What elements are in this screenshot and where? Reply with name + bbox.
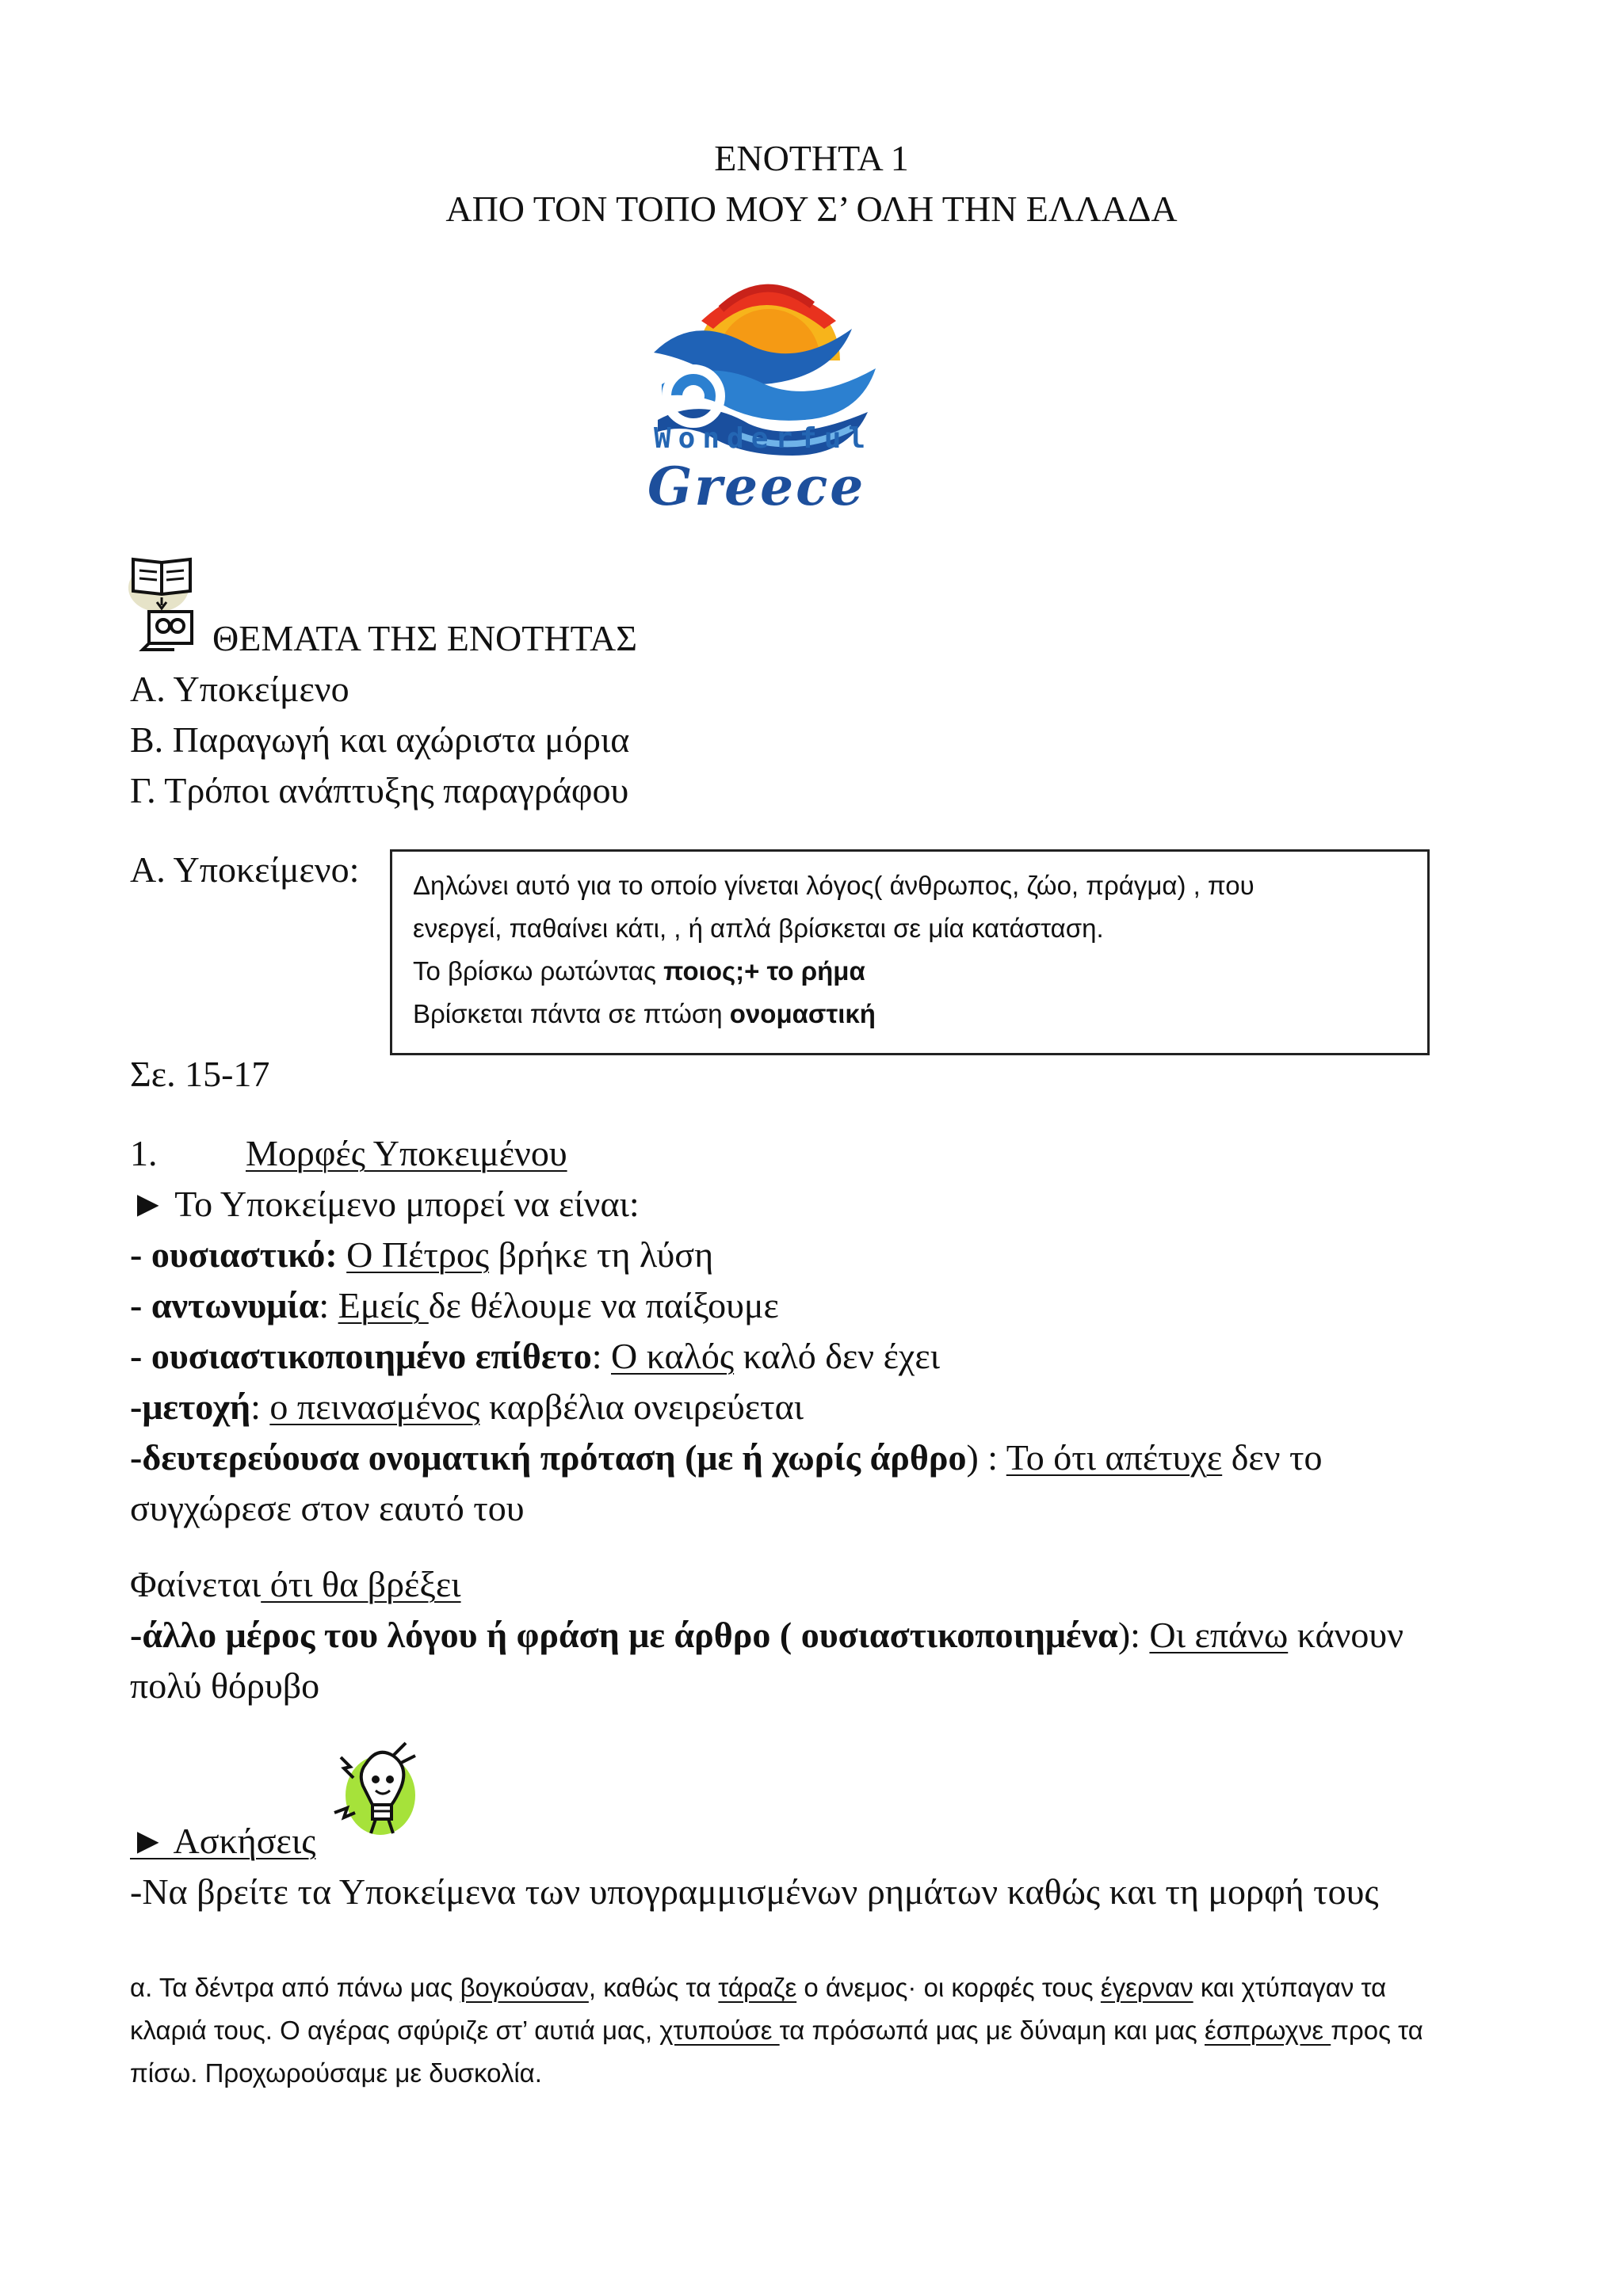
logo-word-greece: Greece — [647, 456, 866, 517]
exercise-paragraph-line-1 — [130, 1966, 1386, 2009]
exercise-text: κλαριά τους. Ο αγέρας σφύριζε στ’ αυτιά μας, — [130, 2016, 660, 2045]
exercise-verb: έγερναν — [1100, 1973, 1193, 2002]
form-clause-subject: Το ότι απέτυχε — [1006, 1437, 1223, 1478]
form-noun — [130, 1230, 713, 1280]
exercise-verb: έσπρωχνε — [1205, 2016, 1331, 2045]
form-adjective — [130, 1331, 940, 1382]
form-pronoun-subject: Εμείς — [338, 1285, 429, 1325]
book-icon — [127, 553, 222, 651]
topic-item-b: Β. Παραγωγή και αχώριστα μόρια — [130, 719, 630, 760]
definition-line-2: ενεργεί, παθαίνει κάτι, , ή απλά βρίσκεται σε μία κατάσταση. — [413, 913, 1104, 943]
form-rain-text: Φαίνεται — [130, 1564, 262, 1604]
exercise-text: α. Τα δέντρα από πάνω μας — [130, 1973, 460, 2002]
exercise-verb: χτυπούσε — [659, 2016, 780, 2045]
definition-case-text: Βρίσκεται πάντα σε πτώση — [413, 999, 730, 1028]
forms-intro: ► Το Υποκείμενο μπορεί να είναι: — [130, 1184, 640, 1224]
form-noun-subject: Ο Πέτρος — [346, 1234, 490, 1275]
definition-line-3 — [413, 950, 865, 993]
form-clause-colon: ) : — [966, 1437, 1006, 1478]
exercises-instruction: -Να βρείτε τα Υποκείμενα των υπογραμμισμένων ρημάτων καθώς και τη μορφή τους — [130, 1871, 1379, 1912]
definition-label: Α. Υποκείμενο: — [130, 849, 360, 890]
form-other — [130, 1610, 1403, 1661]
form-clause-rest: δεν το — [1222, 1437, 1323, 1478]
form-clause-label: -δευτερεύουσα ονοματική πρόταση (με ή χωρίς άρθρο — [130, 1437, 967, 1478]
form-participle-label: -μετοχή — [130, 1386, 251, 1427]
exercise-text: , καθώς τα — [588, 1973, 719, 2002]
exercise-text: ο άνεμος· οι κορφές τους — [796, 1973, 1101, 2002]
form-noun-label: - ουσιαστικό: — [130, 1234, 338, 1275]
form-other-colon: ): — [1117, 1615, 1150, 1655]
definition-question-text: Το βρίσκω ρωτώντας — [413, 956, 664, 986]
definition-line-1: Δηλώνει αυτό για το οποίο γίνεται λόγος( άνθρωπος, ζώο, πράγμα) , που — [413, 871, 1254, 900]
form-adjective-colon: : — [591, 1336, 611, 1376]
section-title: Μορφές Υποκειμένου — [246, 1133, 567, 1173]
form-other-subject: Οι επάνω — [1149, 1615, 1289, 1655]
form-pronoun-colon: : — [319, 1285, 338, 1325]
pages-reference: Σε. 15-17 — [130, 1054, 270, 1094]
form-participle — [130, 1382, 804, 1432]
definition-question-bold: ποιος;+ το ρήμα — [663, 956, 865, 986]
exercise-verb: βογκούσαν — [460, 1973, 589, 2002]
unit-number: ΕΝΟΤΗΤΑ 1 — [714, 138, 909, 178]
form-clause-line-2: συγχώρεσε στον εαυτό του — [130, 1488, 525, 1528]
form-other-rest: κάνουν — [1288, 1615, 1403, 1655]
form-pronoun-rest: δε θέλουμε να παίξουμε — [428, 1285, 779, 1325]
form-clause — [130, 1432, 1322, 1483]
form-pronoun — [130, 1280, 779, 1331]
definition-case-bold: ονομαστική — [729, 999, 876, 1028]
exercise-paragraph-line-3: πίσω. Προχωρούσαμε με δυσκολία. — [130, 2058, 542, 2088]
form-participle-rest: καρβέλια ονειρεύεται — [479, 1386, 804, 1427]
section-number: 1. — [130, 1133, 158, 1173]
form-adjective-subject: Ο καλός — [611, 1336, 735, 1376]
lightbulb-icon — [327, 1740, 426, 1846]
form-other-label: -άλλο μέρος του λόγου ή φράση με άρθρο ( ουσιαστικοποιημένα — [130, 1615, 1118, 1655]
topics-title: ΘΕΜΑΤΑ ΤΗΣ ΕΝΟΤΗΤΑΣ — [212, 618, 638, 658]
form-noun-rest: βρήκε τη λύση — [489, 1234, 714, 1275]
exercises-title: ► Ασκήσεις — [130, 1821, 316, 1861]
exercise-text: και χτύπαγαν τα — [1193, 1973, 1387, 2002]
definition-box — [390, 849, 1430, 1055]
form-adjective-rest: καλό δεν έχει — [734, 1336, 941, 1376]
form-participle-colon: : — [250, 1386, 270, 1427]
exercise-text: τα πρόσωπά μας με δύναμη και μας — [779, 2016, 1205, 2045]
definition-line-4 — [413, 993, 876, 1035]
exercise-text: προς τα — [1331, 2016, 1423, 2045]
exercise-paragraph-line-2 — [130, 2009, 1423, 2052]
form-participle-subject: ο πεινασμένος — [269, 1386, 480, 1427]
form-pronoun-label: - αντωνυμία — [130, 1285, 319, 1325]
logo-word-wonderful: Wonderful — [654, 422, 873, 455]
topic-item-c: Γ. Τρόποι ανάπτυξης παραγράφου — [130, 770, 629, 810]
topic-item-a: Α. Υποκείμενο — [130, 669, 349, 709]
unit-title: ΑΠΟ ΤΟΝ ΤΟΠΟ ΜΟΥ Σ’ ΟΛΗ ΤΗΝ ΕΛΛΑΔΑ — [445, 189, 1178, 229]
wonderful-greece-logo — [646, 265, 892, 523]
form-other-line-2: πολύ θόρυβο — [130, 1665, 320, 1706]
form-rain-example — [130, 1559, 461, 1610]
exercise-verb: τάραζε — [718, 1973, 797, 2002]
form-rain-subject: ότι θα βρέξει — [261, 1564, 461, 1604]
form-adjective-label: - ουσιαστικοποιημένο επίθετο — [130, 1336, 592, 1376]
